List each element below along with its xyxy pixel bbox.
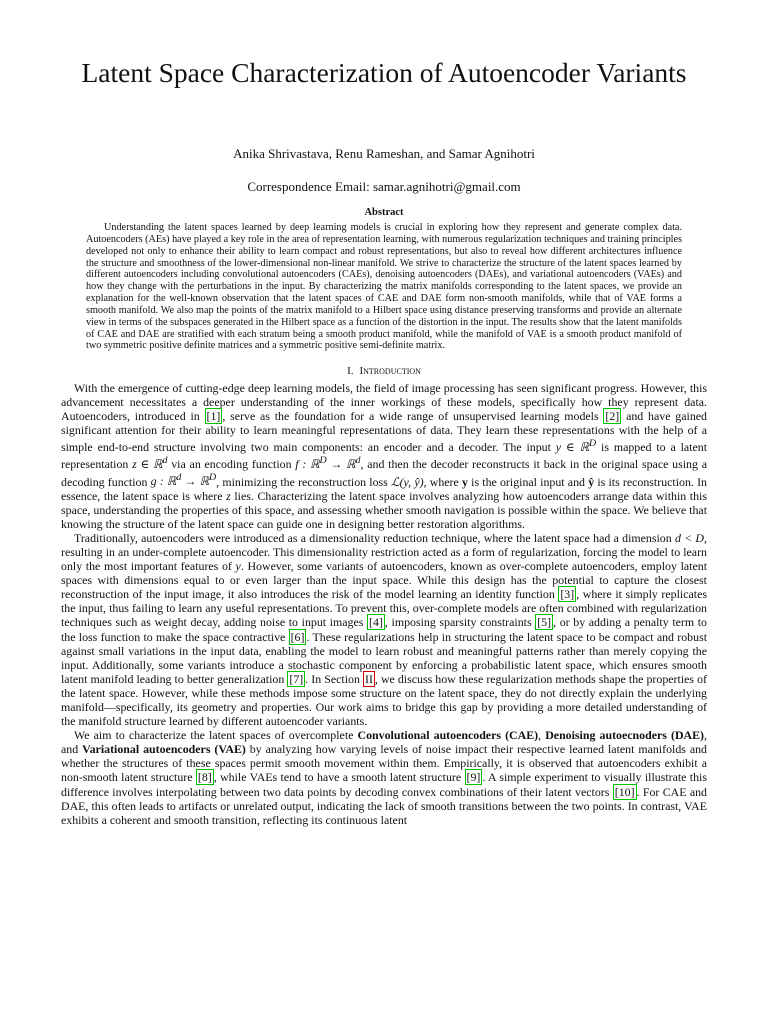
citation-link[interactable]: [3] — [560, 587, 575, 602]
math-inline: ℒ(y, ŷ) — [391, 474, 424, 489]
citation-link[interactable]: [4] — [369, 615, 383, 630]
math-inline: g : ℝ$^d$ → ℝ$^D$ — [150, 472, 217, 489]
section-heading-introduction — [0, 364, 768, 378]
section-number: I. — [347, 365, 354, 377]
citation-link[interactable]: [1] — [206, 409, 221, 424]
math-inline: z — [226, 488, 231, 503]
section-title: Introduction — [359, 365, 421, 377]
section-reference-link[interactable]: II — [364, 671, 373, 686]
math-inline: z ∈ ℝ$^d$ — [132, 455, 168, 472]
abstract-text: Understanding the latent spaces learned by deep learning models is crucial in exploring how they represent and generate complex data. Autoencoders (AEs) have played a key role in the area of representation learning, with numerous regularization techniques and training principles developed not only to enhance their ability to learn compact and robust representations, but also to reveal how different architectures influence the structure and smoothness of the lower-dimensional non-linear manifold. We strive to characterize the structure of the latent spaces learned by different autoencoders including convolutional autoencoders (CAEs), denoising autoencoders (DAEs), and variational autoencoders (VAEs) and how they change with the perturbations in the input. By characterizing the matrix manifolds corresponding to the latent spaces, we provide an explanation for the well-known observation that the latent spaces of CAE and DAE form non-smooth manifolds, while that of VAE forms a smooth manifold. We also map the points of the matrix manifold to a Hilbert space using distance preserving transforms and provide an alternate view in terms of the subspaces generated in the Hilbert space as a function of the distortion in the input. The results show that the latent manifolds of CAE and DAE are stratified with each stratum being a smooth product manifold, while the manifold of VAE is a smooth product manifold of two symmetric positive definite matrices and a symmetric positive semi-definite matrix. — [86, 222, 682, 352]
math-inline: f : ℝ$^D$ → ℝ$^d$ — [295, 455, 361, 472]
author-list: Anika Shrivastava, Renu Rameshan, and Samar Agnihotri — [233, 146, 535, 161]
math-inline: y ∈ ℝ$^D$ — [555, 438, 597, 455]
intro-paragraph-2: Traditionally, autoencoders were introduced as a dimensionality reduction technique, where the latent space had a dimension d < D, resulting in an under-complete autoencoder. This dimensionality restriction acted as a form of regularization, forcing the model to learn only the most important features of y. However, some variants of autoencoders, known as over-complete autoencoders, employ latent spaces with dimensions equal to or even larger than the input space. While this design has the potential to capture the closest reconstruction of the input image, it also introduces the risk of the model learning an identity function [3] , where it simply replicates the input, thus failing to learn any useful representations. To prevent this, over-complete models are often combined with regularization techniques such as weight decay, adding noise to input images [4] , imposing sparsity constraints [5] , or by adding a penalty term to the loss function to make the space contractive [6] . These regularizations help in structuring the latent space to be compact and robust against small variations in the input data, enabling the model to learn robust and meaningful patterns rather than merely copying the input. Additionally, some variants introduce a stochastic component by enforcing a probabilistic latent space, which ensures smooth latent manifold leading to better generalization [7] . In Section II , we discuss how these regularization methods shape the properties of the latent space. However, while these methods impose some structure on the latent space, they do not directly explain the underlying manifold—specifically, its geometry and properties. Our work aims to bridge this gap by providing a more detailed understanding of the manifold structure learned by different autoencoder variants. — [61, 530, 708, 729]
introduction-body — [61, 381, 707, 827]
citation-link[interactable]: [2] — [605, 409, 620, 424]
citation-link[interactable]: [9] — [466, 770, 481, 785]
correspondence-email: Correspondence Email: samar.agnihotri@gmail.com — [247, 179, 521, 194]
math-inline: y — [461, 474, 468, 489]
paper-title: Latent Space Characterization of Autoencoder Variants — [81, 57, 687, 88]
citation-link[interactable]: [5] — [537, 615, 552, 630]
math-inline: d < D — [674, 530, 705, 545]
math-inline: y — [235, 559, 241, 574]
citation-link[interactable]: [10] — [614, 784, 635, 799]
citation-link[interactable]: [8] — [197, 770, 212, 785]
citation-link[interactable]: [6] — [290, 629, 305, 644]
abstract-heading: Abstract — [364, 207, 404, 218]
math-inline: ŷ — [588, 474, 595, 489]
citation-link[interactable]: [7] — [289, 671, 304, 686]
intro-paragraph-1: With the emergence of cutting-edge deep learning models, the field of image processing has seen significant progress. However, this advancement necessitates a deeper understanding of the inner workings of these models, specifically how they represent data. Autoencoders, introduced in [1] , serve as the foundation for a wide range of unsupervised learning models [2] and have gained significant attention for their ability to learn meaningful representations of data. They learn these representations with the help of a simple end-to-end structure involving two main components: an encoder and a decoder. The input y ∈ ℝ$^D$ is mapped to a latent representation z ∈ ℝ$^d$ via an encoding function f : ℝ$^D$ → ℝ$^d$, and then the decoder reconstructs it back in the original space using a decoding function g : ℝ$^d$ → ℝ$^D$, minimizing the reconstruction loss ℒ(y, ŷ), where y is the original input and ŷ is its reconstruction. In essence, the latent space is where z lies. Characterizing the latent space involves analyzing how autoencoders arrange data within this space, understanding the properties of this space, and assessing whether smooth navigation is possible within the space. We believe that knowing the structure of the latent space can guide one in designing better restoration algorithms. — [61, 381, 708, 531]
intro-paragraph-3: We aim to characterize the latent spaces of overcomplete Convolutional autoencoders (CAE), Denoising autoecnoders (DAE), and Variational autoencoders (VAE) by analyzing how varying levels of noise impact their respective learned latent manifolds and whether the structures of these spaces permit smooth movement within them. Empirically, it is observed that autoencoders exhibit a non-smooth latent structure [8] , while VAEs tend to have a smooth latent structure [9] . A simple experiment to visually illustrate this difference involves interpolating between two data points by decoding convex combinations of their latent vectors [10] . For CAE and DAE, this often leads to artifacts or unrelated output, indicating the lack of smooth transitions between the two points. In contrast, VAE exhibits a coherent and smooth transition, reflecting its continuous latent — [61, 728, 707, 827]
